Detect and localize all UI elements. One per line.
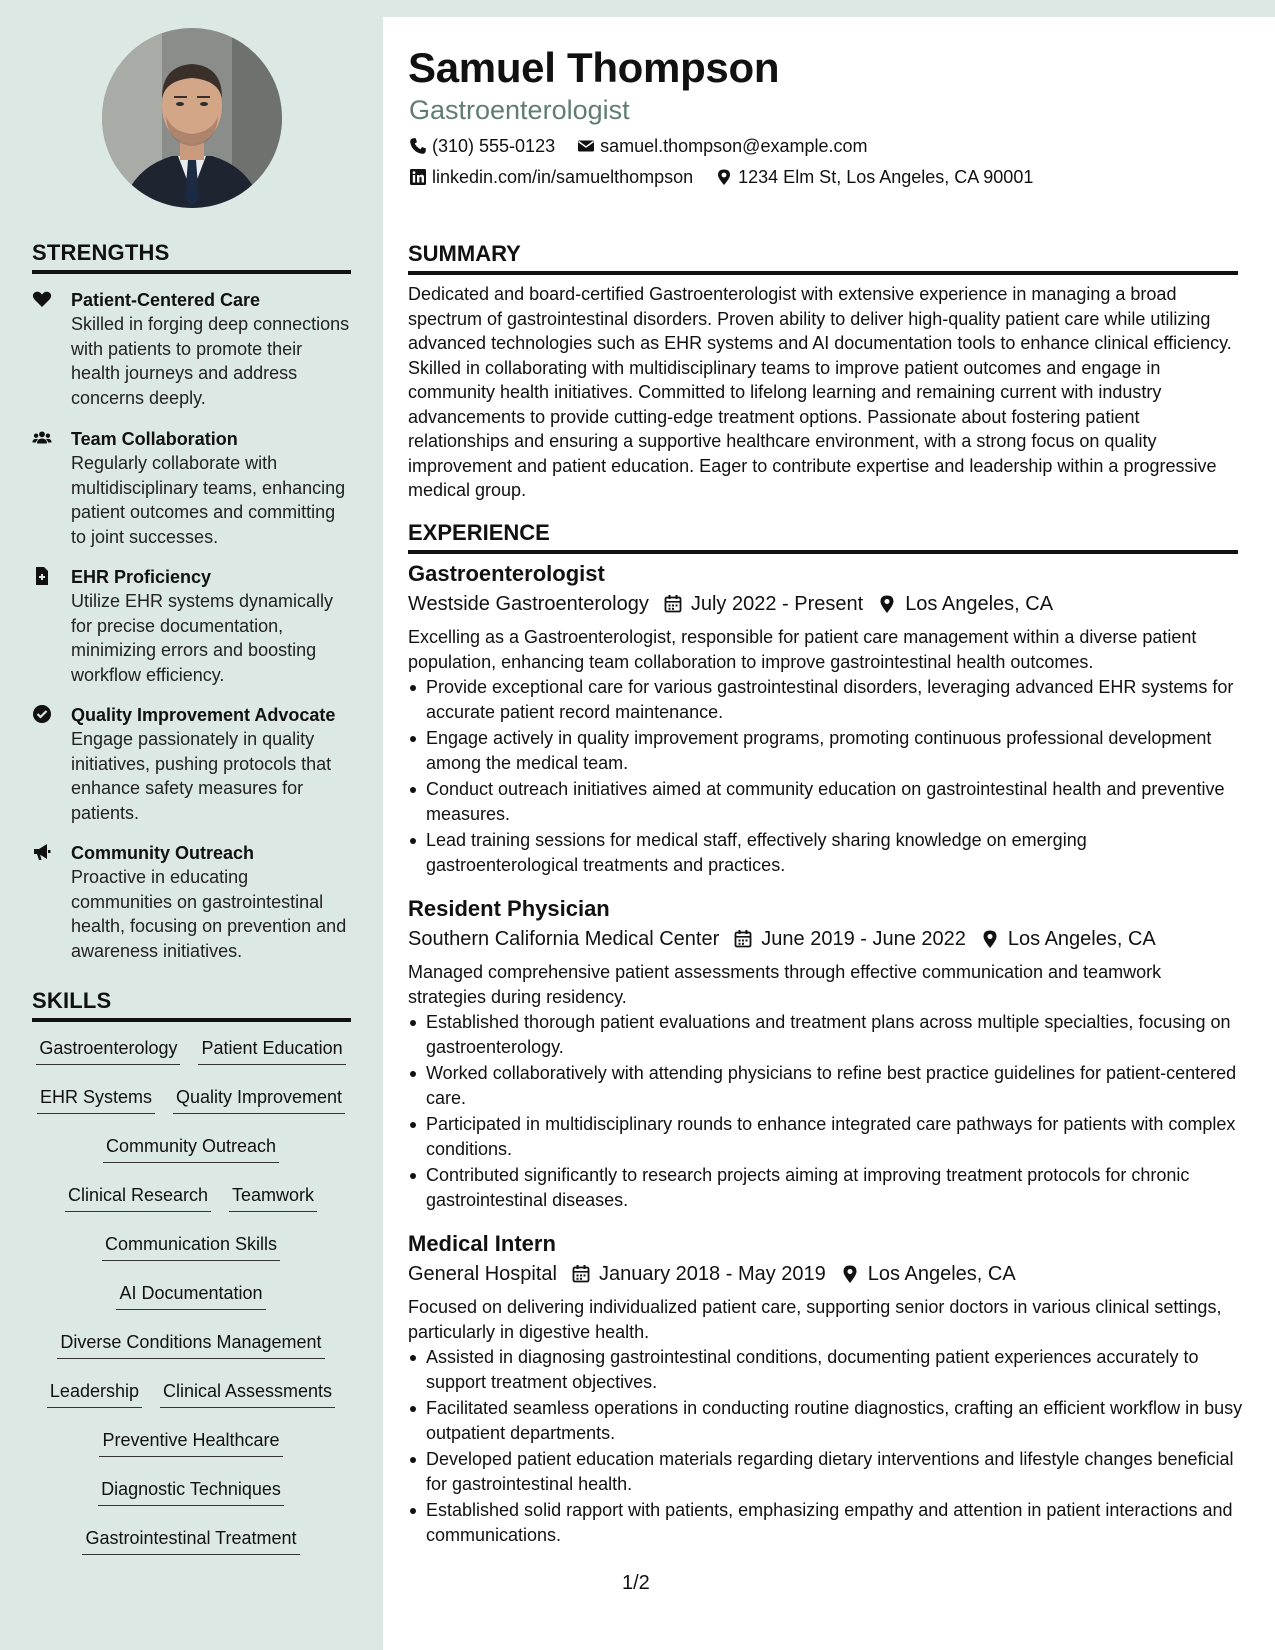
job-company: Westside Gastroenterology	[408, 593, 649, 615]
users-icon	[32, 428, 54, 448]
job-entry	[408, 895, 1243, 1214]
job-bullets	[408, 1010, 1243, 1212]
strength-title: Patient-Centered Care	[71, 290, 261, 310]
job-bullet: Contributed significantly to research projects aiming at improving treatment protocols for chronic gastrointestinal diseases.	[408, 1163, 1243, 1212]
map-pin-icon	[840, 1264, 860, 1284]
strength-text: Regularly collaborate with multidisciplinary teams, enhancing patient outcomes and committing to joint successes.	[71, 453, 346, 547]
skill-tag: Clinical Assessments	[160, 1379, 335, 1408]
skill-tag: EHR Systems	[37, 1085, 155, 1114]
summary-text: Dedicated and board-certified Gastroenterologist with extensive experience in managing a broad spectrum of gastrointestinal disorders. Proven ability to deliver high-quality patient care while utilizing advanced technologies such as EHR systems and AI documentation tools to enhance clinical efficiency. Skilled in collaborating with multidisciplinary teams to improve patient outcomes and engage in community health initiatives. Committed to lifelong learning and remaining current with industry advancements to provide cutting-edge treatment options. Passionate about fostering patient relationships and ensuring a supportive healthcare environment, with a strong focus on quality improvement and patient education. Eager to contribute expertise and leadership within a progressive medical group.	[408, 284, 1232, 500]
job-company: General Hospital	[408, 1263, 557, 1285]
skill-tag: Teamwork	[229, 1183, 317, 1212]
job-meta	[408, 589, 1243, 619]
strength-community-outreach	[32, 841, 352, 963]
strength-text: Engage passionately in quality initiatives, pushing protocols that enhance safety measures for patients.	[71, 729, 332, 823]
job-bullet: Conduct outreach initiatives aimed at community education on gastrointestinal health and preventive measures.	[408, 777, 1243, 826]
job-bullet: Established thorough patient evaluations and treatment plans across multiple specialties, focusing on gastroenterology.	[408, 1010, 1243, 1059]
skill-tag: Diverse Conditions Management	[57, 1330, 324, 1359]
job-bullet: Provide exceptional care for various gastrointestinal disorders, leveraging advanced EHR systems for accurate patient record maintenance.	[408, 675, 1243, 724]
strength-title: EHR Proficiency	[71, 567, 212, 587]
job-bullet: Established solid rapport with patients, emphasizing empathy and attention in patient interactions and communications.	[408, 1498, 1243, 1547]
profile-photo	[102, 28, 282, 208]
contact-row-1	[409, 134, 889, 158]
strength-text: Utilize EHR systems dynamically for precise documentation, minimizing errors and boosting workflow efficiency.	[71, 591, 334, 685]
candidate-name: Samuel Thompson	[408, 44, 780, 91]
job-meta	[408, 924, 1243, 954]
phone-icon	[409, 137, 427, 155]
skill-tag: Preventive Healthcare	[99, 1428, 282, 1457]
contact-row-2	[409, 165, 1055, 189]
linkedin-icon	[409, 168, 427, 186]
job-bullet: Assisted in diagnosing gastrointestinal conditions, documenting patient experiences accurately to support treatment objectives.	[408, 1345, 1243, 1394]
map-pin-icon	[715, 168, 733, 186]
job-bullet: Participated in multidisciplinary rounds to enhance integrated care pathways for patients with complex conditions.	[408, 1112, 1243, 1161]
job-title: Resident Physician	[408, 896, 610, 921]
strength-team-collaboration	[32, 427, 352, 549]
job-bullet: Engage actively in quality improvement programs, promoting continuous professional development among the medical team.	[408, 726, 1243, 775]
candidate-role: Gastroenterologist	[409, 95, 630, 125]
skill-tag: AI Documentation	[116, 1281, 265, 1310]
job-description: Managed comprehensive patient assessments through effective communication and teamwork strategies during residency.	[408, 962, 1162, 1007]
strength-title: Quality Improvement Advocate	[71, 705, 336, 725]
strength-ehr-proficiency	[32, 565, 352, 687]
envelope-icon	[577, 137, 595, 155]
strength-title: Community Outreach	[71, 843, 255, 863]
strength-text: Proactive in educating communities on gastrointestinal health, focusing on prevention and awareness initiatives.	[71, 867, 347, 961]
strength-quality-improvement	[32, 703, 352, 825]
heart-icon	[32, 289, 54, 309]
portrait-image	[102, 28, 282, 208]
job-bullet: Developed patient education materials regarding dietary interventions and lifestyle changes beneficial for gastrointestinal health.	[408, 1447, 1243, 1496]
skill-tag: Communication Skills	[102, 1232, 280, 1261]
skill-tag: Diagnostic Techniques	[98, 1477, 284, 1506]
skill-tag: Leadership	[47, 1379, 142, 1408]
job-meta	[408, 1259, 1243, 1289]
strength-title: Team Collaboration	[71, 429, 238, 449]
map-pin-icon	[980, 929, 1000, 949]
skill-tag: Quality Improvement	[173, 1085, 345, 1114]
job-bullets	[408, 1345, 1243, 1547]
skill-tag: Patient Education	[198, 1036, 345, 1065]
calendar-icon	[733, 929, 753, 949]
main-content	[383, 17, 1275, 1650]
skills-list	[28, 1036, 354, 1575]
skill-tag: Gastroenterology	[36, 1036, 180, 1065]
phone-item[interactable]	[409, 134, 555, 158]
calendar-icon	[663, 594, 683, 614]
job-title: Medical Intern	[408, 1231, 556, 1256]
summary-heading: SUMMARY	[408, 241, 1238, 275]
calendar-icon	[571, 1264, 591, 1284]
job-bullets	[408, 675, 1243, 877]
job-location: Los Angeles, CA	[867, 1263, 1016, 1285]
strength-text: Skilled in forging deep connections with patients to promote their health journeys and address concerns deeply.	[71, 314, 350, 408]
job-dates: June 2019 - June 2022	[761, 928, 966, 950]
job-bullet: Worked collaboratively with attending physicians to refine best practice guidelines for patient-centered care.	[408, 1061, 1243, 1110]
linkedin-item[interactable]	[409, 165, 693, 189]
strengths-heading: STRENGTHS	[32, 240, 351, 274]
job-entry	[408, 560, 1243, 879]
bullhorn-icon	[32, 842, 54, 862]
job-entry	[408, 1230, 1243, 1549]
job-location: Los Angeles, CA	[905, 593, 1054, 615]
experience-heading: EXPERIENCE	[408, 520, 1238, 554]
job-dates: January 2018 - May 2019	[598, 1263, 826, 1285]
job-description: Excelling as a Gastroenterologist, responsible for patient care management within a diverse patient population, enhancing team collaboration to improve gastrointestinal health outcomes.	[408, 627, 1197, 672]
address-item	[715, 165, 1033, 189]
email-item[interactable]	[577, 134, 867, 158]
skill-tag: Clinical Research	[65, 1183, 211, 1212]
job-description: Focused on delivering individualized patient care, supporting senior doctors in various clinical settings, particularly in digestive health.	[408, 1297, 1222, 1342]
file-medical-icon	[32, 566, 54, 586]
linkedin-text: linkedin.com/in/samuelthompson	[432, 167, 694, 187]
job-dates: July 2022 - Present	[690, 593, 864, 615]
sidebar	[0, 0, 383, 1650]
job-bullet: Facilitated seamless operations in conducting routine diagnostics, crafting an efficient workflow in busy outpatient departments.	[408, 1396, 1243, 1445]
skills-heading: SKILLS	[32, 988, 351, 1022]
phone-text: (310) 555-0123	[432, 136, 556, 156]
strength-patient-centered-care	[32, 288, 352, 410]
job-bullet: Lead training sessions for medical staff, effectively sharing knowledge on emerging gastroenterological treatments and practices.	[408, 828, 1243, 877]
skill-tag: Gastrointestinal Treatment	[82, 1526, 299, 1555]
job-company: Southern California Medical Center	[408, 928, 720, 950]
job-title: Gastroenterologist	[408, 561, 605, 586]
email-text: samuel.thompson@example.com	[600, 136, 868, 156]
page-number: 1/2	[622, 1572, 650, 1594]
job-location: Los Angeles, CA	[1007, 928, 1156, 950]
map-pin-icon	[877, 594, 897, 614]
skill-tag: Community Outreach	[103, 1134, 279, 1163]
address-text: 1234 Elm St, Los Angeles, CA 90001	[738, 167, 1034, 187]
check-circle-icon	[32, 704, 54, 724]
